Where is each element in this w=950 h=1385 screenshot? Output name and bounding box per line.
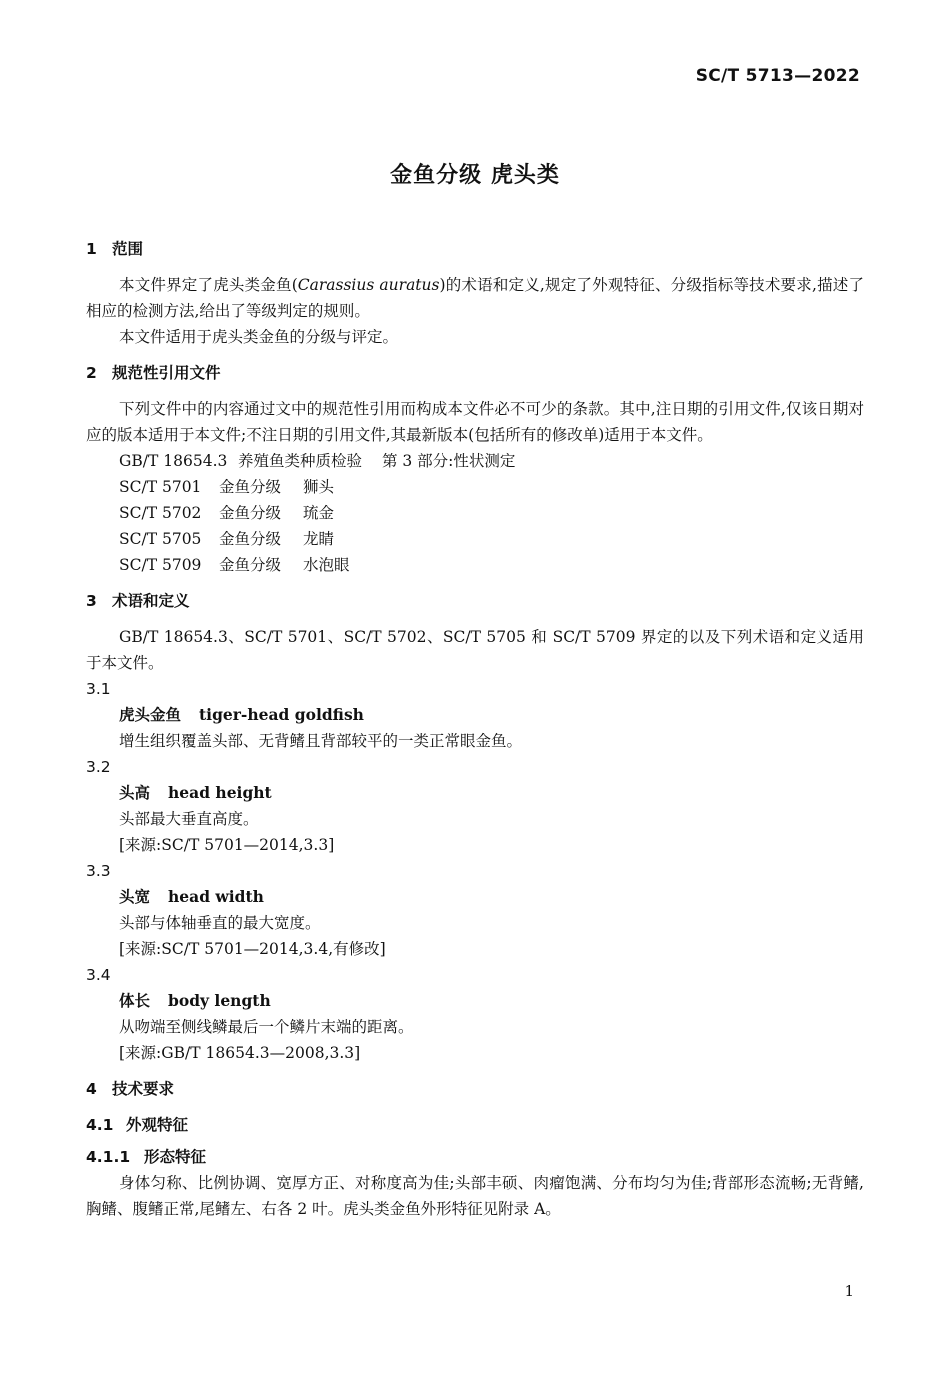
standard-number: SC/T 5713—2022 [695, 66, 860, 86]
section-number: 1 [86, 240, 97, 258]
term-heading [86, 702, 864, 728]
term-source: [来源:SC/T 5701—2014,3.3] [119, 836, 335, 854]
reference-subtitle: 龙睛 [303, 530, 335, 548]
reference-item [86, 500, 864, 526]
term-number: 3.2 [86, 758, 111, 776]
term-source: [来源:SC/T 5701—2014,3.4,有修改] [119, 940, 386, 958]
term-zh: 头宽 [119, 887, 151, 906]
term-definition: 增生组织覆盖头部、无背鳍且背部较平的一类正常眼金鱼。 [119, 732, 523, 750]
subsection-number: 4.1 [86, 1116, 114, 1134]
reference-title: 金鱼分级 [219, 530, 282, 548]
reference-item [86, 552, 864, 578]
term-heading [86, 780, 864, 806]
reference-title: 金鱼分级 [219, 478, 282, 496]
reference-title: 养殖鱼类种质检验 [237, 452, 362, 470]
reference-code: GB/T 18654.3 [119, 452, 228, 470]
reference-code: SC/T 5705 [119, 530, 202, 548]
term-zh: 头高 [119, 783, 151, 802]
section-number: 4 [86, 1080, 97, 1098]
latin-name: Carassius auratus [297, 276, 440, 294]
section-heading-3 [86, 588, 864, 614]
document-title: 金鱼分级 虎头类 [390, 163, 560, 188]
subsection-title: 外观特征 [126, 1116, 189, 1134]
subsection-heading-4-1-1 [86, 1144, 864, 1170]
reference-title: 金鱼分级 [219, 556, 282, 574]
subsection-title: 形态特征 [144, 1148, 207, 1166]
section-heading-1 [86, 236, 864, 262]
term-heading [86, 884, 864, 910]
term-definition: 头部与体轴垂直的最大宽度。 [119, 914, 321, 932]
subsection-number: 4.1.1 [86, 1148, 131, 1166]
term-heading [86, 988, 864, 1014]
reference-title: 金鱼分级 [219, 504, 282, 522]
term-en: body length [168, 991, 271, 1010]
references-paragraph: 下列文件中的内容通过文中的规范性引用而构成本文件必不可少的条款。其中,注日期的引用文件,仅该日期对应的版本适用于本文件;不注日期的引用文件,其最新版本(包括所有的修改单)适用于本文件。 [86, 400, 864, 444]
reference-item [86, 474, 864, 500]
term-number: 3.4 [86, 966, 111, 984]
reference-code: SC/T 5701 [119, 478, 202, 496]
morphology-paragraph: 身体匀称、比例协调、宽厚方正、对称度高为佳;头部丰硕、肉瘤饱满、分布均匀为佳;背部形态流畅;无背鳍,胸鳍、腹鳍正常,尾鳍左、右各 2 叶。虎头类金鱼外形特征见附录 A。 [86, 1174, 864, 1218]
reference-code: SC/T 5709 [119, 556, 202, 574]
term-zh: 虎头金鱼 [119, 705, 182, 724]
section-title: 技术要求 [112, 1080, 175, 1098]
section-heading-4 [86, 1076, 864, 1102]
applicability-paragraph: 本文件适用于虎头类金鱼的分级与评定。 [119, 328, 399, 346]
reference-subtitle: 琉金 [303, 504, 335, 522]
term-number: 3.3 [86, 862, 111, 880]
section-title: 规范性引用文件 [112, 364, 221, 382]
reference-item [86, 448, 864, 474]
reference-subtitle: 水泡眼 [303, 556, 350, 574]
scope-text-a: 本文件界定了虎头类金鱼( [119, 276, 298, 294]
term-definition: 从吻端至侧线鳞最后一个鳞片末端的距离。 [119, 1018, 414, 1036]
reference-subtitle: 第 3 部分:性状测定 [381, 452, 516, 470]
document-body [86, 236, 864, 1222]
subsection-heading-4-1 [86, 1112, 864, 1138]
term-en: tiger-head goldfish [199, 705, 364, 724]
terms-paragraph: GB/T 18654.3、SC/T 5701、SC/T 5702、SC/T 5705 和 SC/T 5709 界定的以及下列术语和定义适用于本文件。 [86, 628, 864, 672]
reference-subtitle: 狮头 [303, 478, 335, 496]
reference-item [86, 526, 864, 552]
term-en: head height [168, 783, 272, 802]
scope-paragraph [86, 272, 864, 324]
term-definition: 头部最大垂直高度。 [119, 810, 259, 828]
section-heading-2 [86, 360, 864, 386]
page-number: 1 [844, 1282, 854, 1300]
section-title: 范围 [112, 240, 144, 258]
term-en: head width [168, 887, 264, 906]
scope-text-b: )的术语和定义,规定了外观特征、分级指标等技术要求,描述了相应的检测方法,给出了等级判定的规则。 [86, 276, 864, 320]
term-source: [来源:GB/T 18654.3—2008,3.3] [119, 1044, 361, 1062]
term-zh: 体长 [119, 991, 151, 1010]
section-title: 术语和定义 [112, 592, 190, 610]
reference-code: SC/T 5702 [119, 504, 202, 522]
section-number: 2 [86, 364, 97, 382]
section-number: 3 [86, 592, 97, 610]
term-number: 3.1 [86, 680, 111, 698]
